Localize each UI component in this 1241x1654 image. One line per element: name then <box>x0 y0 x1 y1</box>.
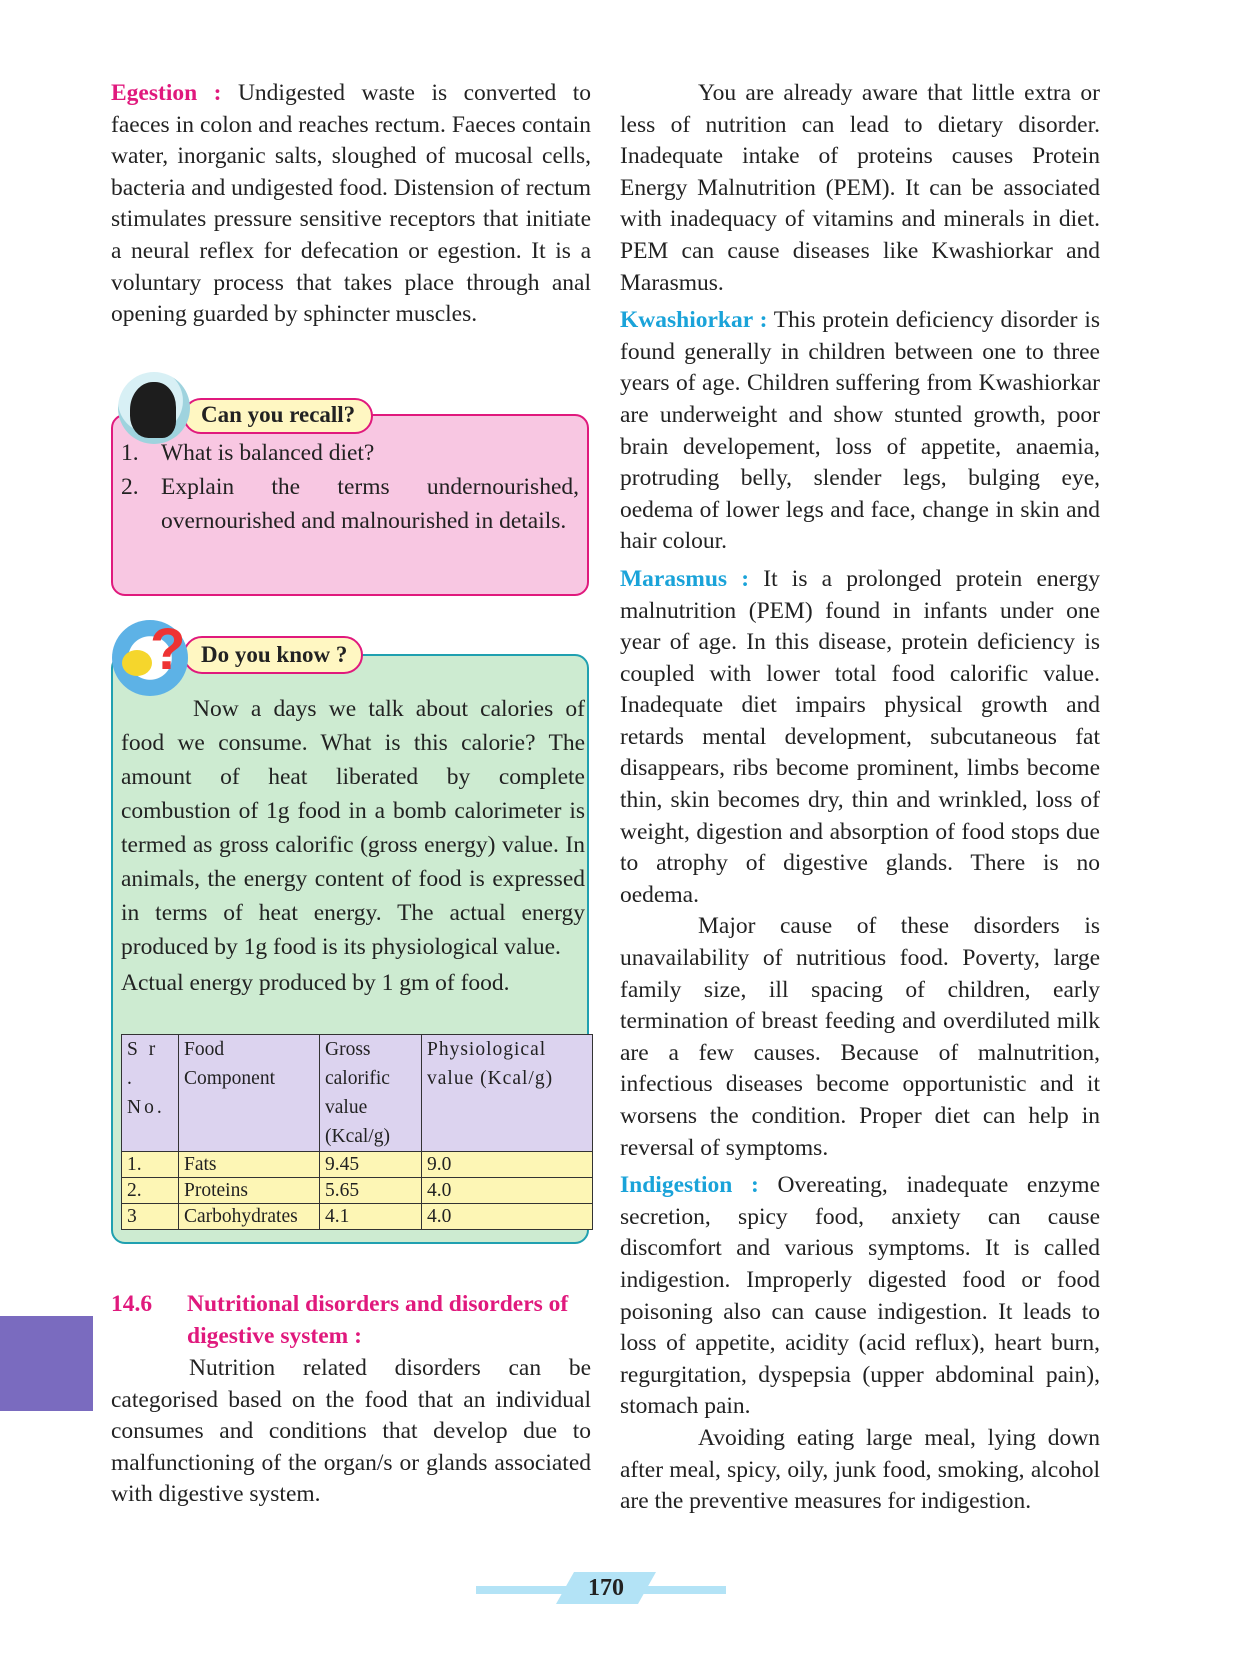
can-you-recall-box <box>111 402 589 596</box>
page-number: 170 <box>588 1575 624 1601</box>
page-number-bar <box>476 1572 726 1606</box>
table-cell: Proteins <box>179 1178 320 1204</box>
calorie-table <box>121 1034 593 1230</box>
table-cell: 1. <box>122 1152 179 1178</box>
table-cell: Fats <box>179 1152 320 1178</box>
table-cell: 4.1 <box>320 1204 422 1230</box>
indigestion-term: Indigestion : <box>620 1172 759 1199</box>
marasmus-term: Marasmus : <box>620 565 750 592</box>
recall-item-number: 2. <box>121 474 139 500</box>
table-cell: 2. <box>122 1178 179 1204</box>
question-mark-icon: ? <box>112 620 188 696</box>
know-title: Do you know ? <box>183 636 363 674</box>
section-number: 14.6 <box>111 1291 153 1317</box>
table-row <box>122 1152 593 1178</box>
section-paragraph: Nutrition related disorders can be categorised based on the food that an individual consumes and conditions that develop due to malfunctioning of the organ/s or glands associated with digestive system. <box>111 1355 591 1508</box>
table-cell: 3 <box>122 1204 179 1230</box>
recall-item-text: Explain the terms undernourished, overnourished and malnourished in details. <box>161 474 579 534</box>
table-cell: 9.0 <box>422 1152 593 1178</box>
egestion-paragraph <box>111 78 591 331</box>
table-header: Physiological value (Kcal/g) <box>422 1035 593 1152</box>
kwashiorkar-text: This protein deficiency disorder is found generally in children between one to three years of age. Children suffering from Kwashiorkar are underweight and show stunted growth, poor brain developement, loss of appetite, anaemia, protruding belly, slender legs, bulging eye, oedema of lower legs and face, change in skin and hair colour. <box>620 307 1100 555</box>
recall-item <box>113 470 579 538</box>
table-cell: 9.45 <box>320 1152 422 1178</box>
recall-item-number: 1. <box>121 440 139 466</box>
indigestion-text: Overeating, inadequate enzyme secretion, spicy food, anxiety can cause discomfort and various symptoms. It is called indigestion. Improperly digested food or food poisoning also can cause indigestion. It leads to loss of appetite, acidity (acid reflux), heart burn, regurgitation, dyspepsia (upper abdominal pain), stomach pain. <box>620 1172 1100 1420</box>
recall-list <box>113 436 579 538</box>
recall-item-text: What is balanced diet? <box>161 440 375 466</box>
table-header: Gross calorific value (Kcal/g) <box>320 1035 422 1152</box>
know-paragraph: Now a days we talk about calories of food we consume. What is this calorie? The amount of heat liberated by complete combustion of 1g food in a bomb calorimeter is termed as gross calorific (gross energy) value. In animals, the energy content of food is expressed in terms of heat energy. The actual energy produced by 1g food is its physiological value. <box>121 696 585 960</box>
marasmus-paragraph <box>620 564 1100 912</box>
table-header-row <box>122 1035 593 1152</box>
kwashiorkar-term: Kwashiorkar : <box>620 307 768 334</box>
section-heading <box>111 1288 591 1352</box>
egestion-term: Egestion : <box>111 80 222 106</box>
know-text <box>121 692 585 1000</box>
table-cell: 5.65 <box>320 1178 422 1204</box>
recall-item <box>113 436 579 470</box>
kwashiorkar-paragraph <box>620 305 1100 558</box>
table-caption: Actual energy produced by 1 gm of food. <box>121 970 510 996</box>
left-column <box>111 78 591 331</box>
avoid-paragraph: Avoiding eating large meal, lying down after meal, spicy, oily, junk food, smoking, alcohol are the preventive measures for indigestion. <box>620 1424 1100 1515</box>
table-row <box>122 1204 593 1230</box>
table-header: Food Component <box>179 1035 320 1152</box>
thinking-head-icon <box>118 372 190 444</box>
do-you-know-box <box>111 642 589 1244</box>
egestion-text: Undigested waste is converted to faeces in colon and reaches rectum. Faeces contain water, inorganic salts, sloughed of mucosal cells, bacteria and undigested food. Distension of rectum stimulates pressure sensitive receptors that initiate a neural reflex for defecation or egestion. It is a voluntary process that takes place through anal opening guarded by sphincter muscles. <box>111 80 592 328</box>
table-cell: 4.0 <box>422 1178 593 1204</box>
right-column <box>620 78 1100 1518</box>
intro-paragraph: You are already aware that little extra or less of nutrition can lead to dietary disorder. Inadequate intake of proteins causes Protein Energy Malnutrition (PEM). It can be associated with inadequacy of vitamins and minerals in diet. PEM can cause diseases like Kwashiorkar and Marasmus. <box>620 80 1100 296</box>
marasmus-text: It is a prolonged protein energy malnutrition (PEM) found in infants under one year of age. In this disease, protein deficiency is coupled with lower total food calorific value. Inadequate diet impairs physical growth and retards mental development, subcutaneous fat disappears, ribs become prominent, limbs become thin, skin becomes dry, thin and wrinkled, loss of weight, digestion and absorption of food stops due to atrophy of digestive glands. There is no oedema. <box>620 565 1100 908</box>
table-header: S r . No. <box>122 1035 179 1152</box>
table-cell: 4.0 <box>422 1204 593 1230</box>
major-cause-paragraph: Major cause of these disorders is unavailability of nutritious food. Poverty, large family size, ill spacing of children, early termination of breast feeding and overdiluted milk are a few causes. Because of malnutrition, infectious diseases become opportunistic and it worsens the condition. Proper diet can help in reversal of symptoms. <box>620 913 1100 1161</box>
chapter-side-tab <box>0 1316 93 1411</box>
recall-title: Can you recall? <box>183 398 373 434</box>
section-title: Nutritional disorders and disorders of digestive system : <box>187 1291 569 1349</box>
indigestion-paragraph <box>620 1170 1100 1423</box>
table-cell: Carbohydrates <box>179 1204 320 1230</box>
table-row <box>122 1178 593 1204</box>
section-body <box>111 1353 591 1511</box>
